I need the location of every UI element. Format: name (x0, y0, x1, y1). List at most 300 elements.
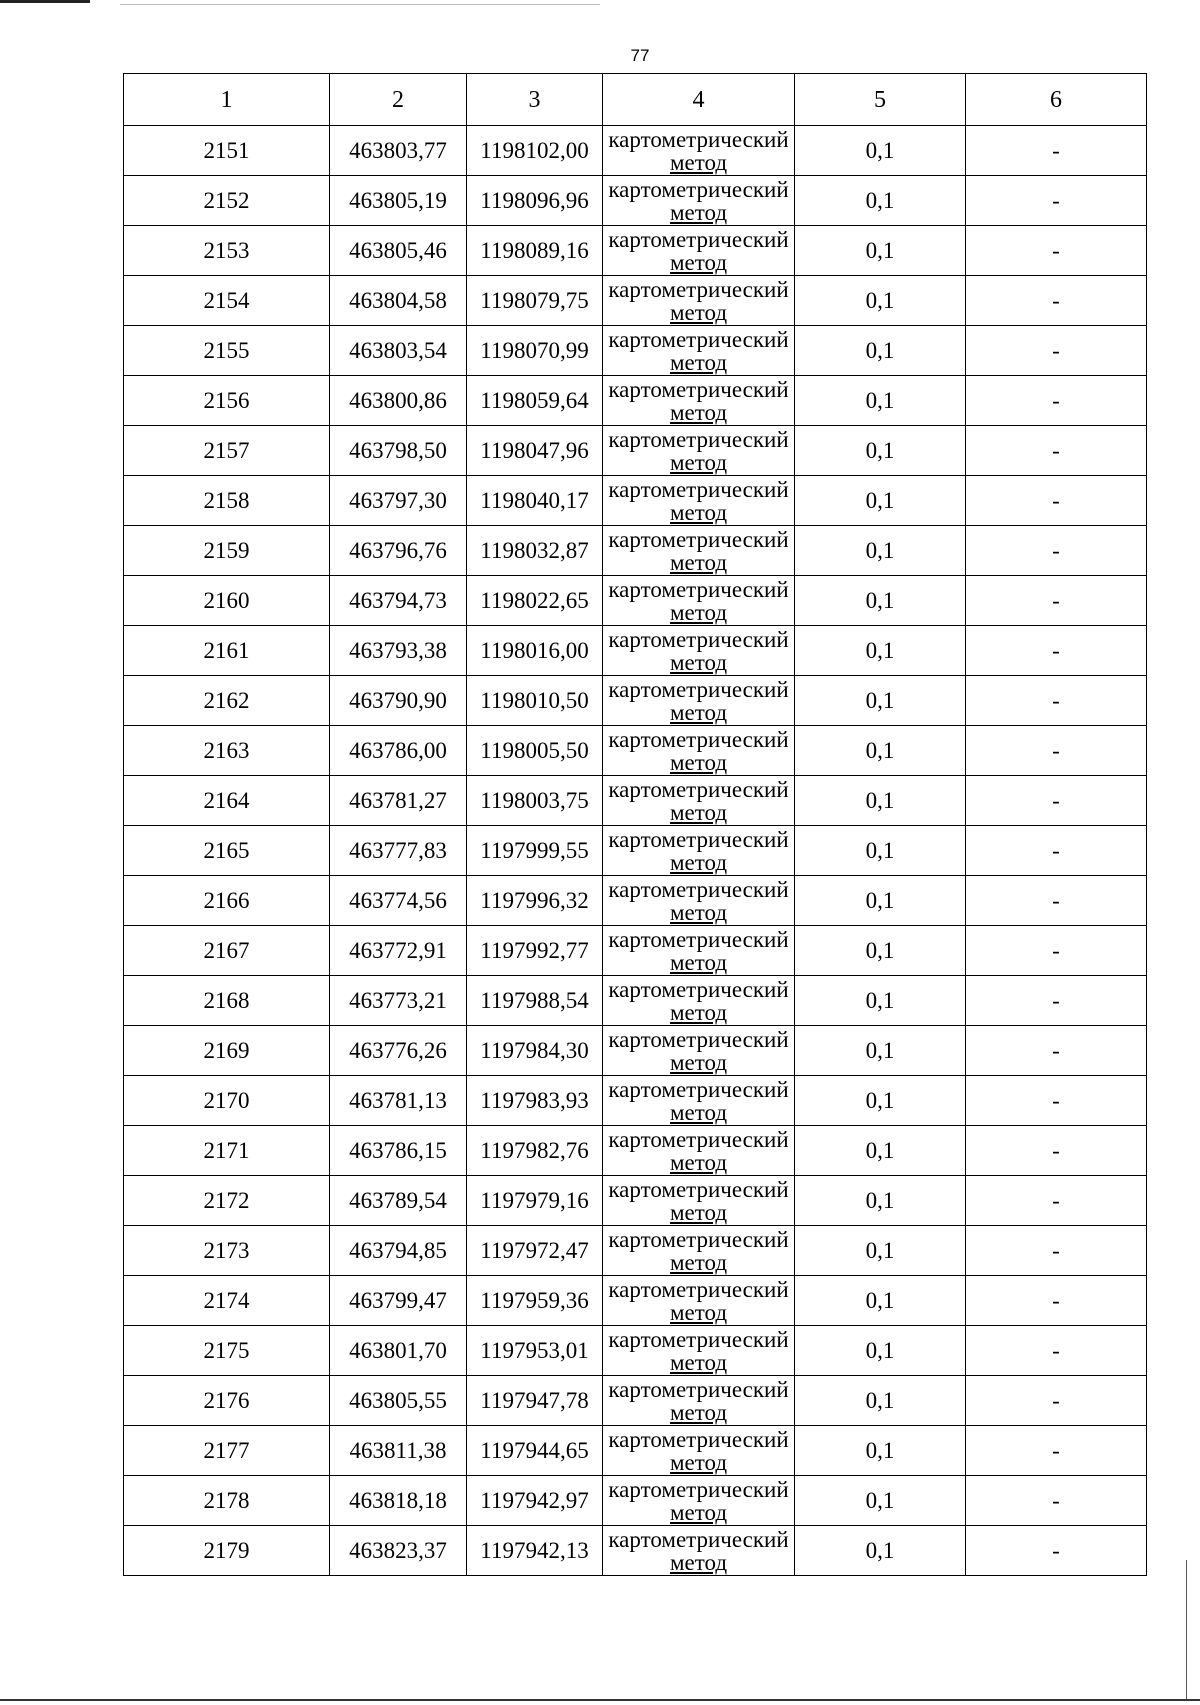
method-cell (603, 1126, 795, 1176)
table-row (124, 876, 1147, 926)
x-coordinate-cell: 463800,86 (330, 376, 467, 426)
method-line-2 (603, 151, 794, 174)
note-cell: - (966, 1376, 1147, 1426)
table-row (124, 476, 1147, 526)
method-line-1: картометрический (608, 1526, 789, 1552)
table-header (124, 74, 1147, 126)
note-cell: - (966, 426, 1147, 476)
method-line-1: картометрический (608, 526, 789, 552)
method-line-1: картометрический (608, 1126, 789, 1152)
method-line-2 (603, 301, 794, 324)
accuracy-cell: 0,1 (795, 1426, 966, 1476)
point-number-cell: 2175 (124, 1326, 330, 1376)
y-coordinate-cell: 1198059,64 (467, 376, 603, 426)
point-number-cell: 2179 (124, 1526, 330, 1576)
y-coordinate-cell: 1197982,76 (467, 1126, 603, 1176)
table-row (124, 1176, 1147, 1226)
method-cell (603, 176, 795, 226)
accuracy-cell: 0,1 (795, 176, 966, 226)
x-coordinate-cell: 463799,47 (330, 1276, 467, 1326)
table-row (124, 1276, 1147, 1326)
method-line-2-text: метод (669, 899, 728, 925)
accuracy-cell: 0,1 (795, 1226, 966, 1276)
method-cell (603, 676, 795, 726)
method-line-1: картометрический (608, 176, 789, 202)
header-row (124, 74, 1147, 126)
scan-edge-line (120, 4, 600, 5)
method-cell (603, 1276, 795, 1326)
method-line-2 (603, 901, 794, 924)
note-cell: - (966, 876, 1147, 926)
point-number-cell: 2176 (124, 1376, 330, 1426)
point-number-cell: 2161 (124, 626, 330, 676)
method-cell (603, 426, 795, 476)
y-coordinate-cell: 1197988,54 (467, 976, 603, 1026)
method-line-2-text: метод (669, 149, 728, 175)
accuracy-cell: 0,1 (795, 726, 966, 776)
method-line-1: картометрический (608, 1076, 789, 1102)
method-line-2-text: метод (669, 1499, 728, 1525)
header-col-5: 5 (795, 74, 966, 126)
note-cell: - (966, 1276, 1147, 1326)
method-cell (603, 1426, 795, 1476)
method-line-2-text: метод (669, 999, 728, 1025)
table-row (124, 1376, 1147, 1426)
accuracy-cell: 0,1 (795, 776, 966, 826)
method-line-2 (603, 1001, 794, 1024)
y-coordinate-cell: 1197959,36 (467, 1276, 603, 1326)
note-cell: - (966, 1176, 1147, 1226)
method-line-2-text: метод (669, 1299, 728, 1325)
note-cell: - (966, 326, 1147, 376)
y-coordinate-cell: 1197942,13 (467, 1526, 603, 1576)
y-coordinate-cell: 1198089,16 (467, 226, 603, 276)
method-line-1: картометрический (608, 326, 789, 352)
note-cell: - (966, 1026, 1147, 1076)
table-row (124, 1326, 1147, 1376)
method-line-1: картометрический (608, 976, 789, 1002)
method-cell (603, 276, 795, 326)
method-line-1: картометрический (608, 1476, 789, 1502)
note-cell: - (966, 576, 1147, 626)
method-line-2 (603, 401, 794, 424)
method-line-2 (603, 1351, 794, 1374)
y-coordinate-cell: 1198032,87 (467, 526, 603, 576)
method-line-2 (603, 1101, 794, 1124)
x-coordinate-cell: 463798,50 (330, 426, 467, 476)
y-coordinate-cell: 1197999,55 (467, 826, 603, 876)
accuracy-cell: 0,1 (795, 626, 966, 676)
y-coordinate-cell: 1197983,93 (467, 1076, 603, 1126)
note-cell: - (966, 276, 1147, 326)
note-cell: - (966, 1426, 1147, 1476)
y-coordinate-cell: 1198047,96 (467, 426, 603, 476)
method-line-2-text: метод (669, 349, 728, 375)
point-number-cell: 2172 (124, 1176, 330, 1226)
y-coordinate-cell: 1198070,99 (467, 326, 603, 376)
method-line-2 (603, 751, 794, 774)
accuracy-cell: 0,1 (795, 426, 966, 476)
table-row (124, 526, 1147, 576)
method-line-2 (603, 1051, 794, 1074)
table-row (124, 976, 1147, 1026)
accuracy-cell: 0,1 (795, 576, 966, 626)
point-number-cell: 2155 (124, 326, 330, 376)
method-line-2-text: метод (669, 1549, 728, 1575)
accuracy-cell: 0,1 (795, 226, 966, 276)
table-row (124, 576, 1147, 626)
point-number-cell: 2174 (124, 1276, 330, 1326)
note-cell: - (966, 1126, 1147, 1176)
method-line-1: картометрический (608, 376, 789, 402)
accuracy-cell: 0,1 (795, 1376, 966, 1426)
point-number-cell: 2165 (124, 826, 330, 876)
method-cell (603, 1176, 795, 1226)
method-cell (603, 1476, 795, 1526)
method-line-2 (603, 951, 794, 974)
scan-right-edge (1186, 1560, 1187, 1699)
note-cell: - (966, 376, 1147, 426)
y-coordinate-cell: 1198102,00 (467, 126, 603, 176)
method-cell (603, 1376, 795, 1426)
method-line-2-text: метод (669, 699, 728, 725)
table-row (124, 376, 1147, 426)
method-line-1: картометрический (608, 1276, 789, 1302)
accuracy-cell: 0,1 (795, 276, 966, 326)
note-cell: - (966, 1076, 1147, 1126)
y-coordinate-cell: 1197947,78 (467, 1376, 603, 1426)
note-cell: - (966, 176, 1147, 226)
method-line-1: картометрический (608, 676, 789, 702)
method-cell (603, 876, 795, 926)
method-line-2-text: метод (669, 549, 728, 575)
method-line-1: картометрический (608, 726, 789, 752)
x-coordinate-cell: 463774,56 (330, 876, 467, 926)
accuracy-cell: 0,1 (795, 1076, 966, 1126)
method-line-2 (603, 851, 794, 874)
method-cell (603, 976, 795, 1026)
note-cell: - (966, 826, 1147, 876)
point-number-cell: 2158 (124, 476, 330, 526)
y-coordinate-cell: 1197984,30 (467, 1026, 603, 1076)
method-line-2 (603, 601, 794, 624)
note-cell: - (966, 776, 1147, 826)
table-row (124, 1076, 1147, 1126)
table-row (124, 1476, 1147, 1526)
point-number-cell: 2162 (124, 676, 330, 726)
x-coordinate-cell: 463773,21 (330, 976, 467, 1026)
point-number-cell: 2178 (124, 1476, 330, 1526)
note-cell: - (966, 226, 1147, 276)
note-cell: - (966, 976, 1147, 1026)
table-row (124, 126, 1147, 176)
y-coordinate-cell: 1197944,65 (467, 1426, 603, 1476)
note-cell: - (966, 476, 1147, 526)
point-number-cell: 2170 (124, 1076, 330, 1126)
point-number-cell: 2171 (124, 1126, 330, 1176)
y-coordinate-cell: 1197979,16 (467, 1176, 603, 1226)
x-coordinate-cell: 463801,70 (330, 1326, 467, 1376)
x-coordinate-cell: 463823,37 (330, 1526, 467, 1576)
x-coordinate-cell: 463781,27 (330, 776, 467, 826)
accuracy-cell: 0,1 (795, 976, 966, 1026)
y-coordinate-cell: 1198003,75 (467, 776, 603, 826)
point-number-cell: 2159 (124, 526, 330, 576)
x-coordinate-cell: 463805,55 (330, 1376, 467, 1426)
x-coordinate-cell: 463789,54 (330, 1176, 467, 1226)
method-line-2 (603, 1551, 794, 1574)
method-cell (603, 376, 795, 426)
header-col-6: 6 (966, 74, 1147, 126)
method-line-2-text: метод (669, 1349, 728, 1375)
method-line-1: картометрический (608, 1426, 789, 1452)
note-cell: - (966, 126, 1147, 176)
method-line-2-text: метод (669, 1149, 728, 1175)
method-line-2 (603, 251, 794, 274)
method-line-1: картометрический (608, 626, 789, 652)
method-cell (603, 1076, 795, 1126)
method-line-2-text: метод (669, 1099, 728, 1125)
note-cell: - (966, 926, 1147, 976)
method-line-2-text: метод (669, 299, 728, 325)
x-coordinate-cell: 463793,38 (330, 626, 467, 676)
point-number-cell: 2153 (124, 226, 330, 276)
table-row (124, 1526, 1147, 1576)
method-line-2 (603, 1501, 794, 1524)
method-line-1: картометрический (608, 1176, 789, 1202)
header-col-1: 1 (124, 74, 330, 126)
method-line-2-text: метод (669, 799, 728, 825)
y-coordinate-cell: 1197953,01 (467, 1326, 603, 1376)
method-line-2-text: метод (669, 1399, 728, 1425)
table-row (124, 1126, 1147, 1176)
method-line-2-text: метод (669, 949, 728, 975)
accuracy-cell: 0,1 (795, 826, 966, 876)
header-col-3: 3 (467, 74, 603, 126)
table-row (124, 776, 1147, 826)
table-body (124, 126, 1147, 1576)
method-line-1: картометрический (608, 876, 789, 902)
table-row (124, 926, 1147, 976)
point-number-cell: 2164 (124, 776, 330, 826)
accuracy-cell: 0,1 (795, 676, 966, 726)
point-number-cell: 2177 (124, 1426, 330, 1476)
method-line-1: картометрический (608, 1376, 789, 1402)
accuracy-cell: 0,1 (795, 1126, 966, 1176)
point-number-cell: 2156 (124, 376, 330, 426)
x-coordinate-cell: 463811,38 (330, 1426, 467, 1476)
method-line-1: картометрический (608, 126, 789, 152)
method-cell (603, 726, 795, 776)
table-row (124, 1426, 1147, 1476)
note-cell: - (966, 676, 1147, 726)
method-line-2 (603, 1151, 794, 1174)
y-coordinate-cell: 1197996,32 (467, 876, 603, 926)
note-cell: - (966, 626, 1147, 676)
point-number-cell: 2152 (124, 176, 330, 226)
method-line-2-text: метод (669, 1049, 728, 1075)
y-coordinate-cell: 1197972,47 (467, 1226, 603, 1276)
accuracy-cell: 0,1 (795, 1526, 966, 1576)
header-col-4: 4 (603, 74, 795, 126)
point-number-cell: 2167 (124, 926, 330, 976)
point-number-cell: 2169 (124, 1026, 330, 1076)
method-line-1: картометрический (608, 276, 789, 302)
method-line-1: картометрический (608, 476, 789, 502)
method-cell (603, 926, 795, 976)
table-row (124, 626, 1147, 676)
method-cell (603, 476, 795, 526)
method-cell (603, 1026, 795, 1076)
y-coordinate-cell: 1198040,17 (467, 476, 603, 526)
method-line-2 (603, 1451, 794, 1474)
x-coordinate-cell: 463803,54 (330, 326, 467, 376)
method-line-2 (603, 501, 794, 524)
y-coordinate-cell: 1198005,50 (467, 726, 603, 776)
x-coordinate-cell: 463803,77 (330, 126, 467, 176)
accuracy-cell: 0,1 (795, 1326, 966, 1376)
table-row (124, 826, 1147, 876)
y-coordinate-cell: 1198079,75 (467, 276, 603, 326)
method-line-2 (603, 1251, 794, 1274)
method-line-2-text: метод (669, 1449, 728, 1475)
table-row (124, 326, 1147, 376)
table-row (124, 676, 1147, 726)
method-line-1: картометрический (608, 926, 789, 952)
table-row (124, 426, 1147, 476)
note-cell: - (966, 526, 1147, 576)
table-row (124, 1226, 1147, 1276)
method-line-2 (603, 1201, 794, 1224)
table-row (124, 176, 1147, 226)
point-number-cell: 2166 (124, 876, 330, 926)
x-coordinate-cell: 463776,26 (330, 1026, 467, 1076)
accuracy-cell: 0,1 (795, 476, 966, 526)
method-cell (603, 1526, 795, 1576)
y-coordinate-cell: 1197942,97 (467, 1476, 603, 1526)
point-number-cell: 2168 (124, 976, 330, 1026)
method-line-2-text: метод (669, 1199, 728, 1225)
method-cell (603, 226, 795, 276)
x-coordinate-cell: 463790,90 (330, 676, 467, 726)
scan-bottom-edge (0, 1699, 1200, 1701)
method-line-2 (603, 351, 794, 374)
table-row (124, 276, 1147, 326)
method-line-2-text: метод (669, 499, 728, 525)
point-number-cell: 2157 (124, 426, 330, 476)
x-coordinate-cell: 463796,76 (330, 526, 467, 576)
point-number-cell: 2151 (124, 126, 330, 176)
x-coordinate-cell: 463818,18 (330, 1476, 467, 1526)
accuracy-cell: 0,1 (795, 1026, 966, 1076)
method-line-2-text: метод (669, 1249, 728, 1275)
note-cell: - (966, 1476, 1147, 1526)
note-cell: - (966, 726, 1147, 776)
y-coordinate-cell: 1198022,65 (467, 576, 603, 626)
accuracy-cell: 0,1 (795, 526, 966, 576)
x-coordinate-cell: 463805,46 (330, 226, 467, 276)
point-number-cell: 2163 (124, 726, 330, 776)
method-line-2-text: метод (669, 849, 728, 875)
table-row (124, 726, 1147, 776)
table-row (124, 226, 1147, 276)
coordinates-table (123, 73, 1147, 1576)
method-line-2-text: метод (669, 399, 728, 425)
method-line-2 (603, 651, 794, 674)
method-line-2 (603, 1301, 794, 1324)
method-line-1: картометрический (608, 1326, 789, 1352)
point-number-cell: 2160 (124, 576, 330, 626)
method-cell (603, 826, 795, 876)
method-line-2-text: метод (669, 249, 728, 275)
x-coordinate-cell: 463794,73 (330, 576, 467, 626)
x-coordinate-cell: 463777,83 (330, 826, 467, 876)
accuracy-cell: 0,1 (795, 1476, 966, 1526)
method-cell (603, 1326, 795, 1376)
x-coordinate-cell: 463786,00 (330, 726, 467, 776)
method-line-2 (603, 551, 794, 574)
method-line-1: картометрический (608, 426, 789, 452)
y-coordinate-cell: 1197992,77 (467, 926, 603, 976)
y-coordinate-cell: 1198096,96 (467, 176, 603, 226)
note-cell: - (966, 1526, 1147, 1576)
accuracy-cell: 0,1 (795, 376, 966, 426)
x-coordinate-cell: 463805,19 (330, 176, 467, 226)
scan-edge-mark (0, 0, 90, 3)
method-line-1: картометрический (608, 1226, 789, 1252)
x-coordinate-cell: 463794,85 (330, 1226, 467, 1276)
x-coordinate-cell: 463772,91 (330, 926, 467, 976)
table-row (124, 1026, 1147, 1076)
accuracy-cell: 0,1 (795, 876, 966, 926)
header-col-2: 2 (330, 74, 467, 126)
method-line-2 (603, 701, 794, 724)
x-coordinate-cell: 463797,30 (330, 476, 467, 526)
page-number: 77 (630, 46, 650, 65)
accuracy-cell: 0,1 (795, 1176, 966, 1226)
method-cell (603, 126, 795, 176)
method-line-1: картометрический (608, 576, 789, 602)
method-cell (603, 576, 795, 626)
method-cell (603, 776, 795, 826)
method-line-2-text: метод (669, 749, 728, 775)
accuracy-cell: 0,1 (795, 326, 966, 376)
y-coordinate-cell: 1198010,50 (467, 676, 603, 726)
method-line-2 (603, 201, 794, 224)
method-line-1: картометрический (608, 776, 789, 802)
method-line-2-text: метод (669, 649, 728, 675)
y-coordinate-cell: 1198016,00 (467, 626, 603, 676)
point-number-cell: 2154 (124, 276, 330, 326)
method-line-1: картометрический (608, 226, 789, 252)
method-line-2 (603, 801, 794, 824)
accuracy-cell: 0,1 (795, 126, 966, 176)
method-line-2-text: метод (669, 199, 728, 225)
x-coordinate-cell: 463804,58 (330, 276, 467, 326)
method-cell (603, 526, 795, 576)
method-line-2-text: метод (669, 449, 728, 475)
method-cell (603, 1226, 795, 1276)
method-line-2 (603, 1401, 794, 1424)
point-number-cell: 2173 (124, 1226, 330, 1276)
method-line-1: картометрический (608, 1026, 789, 1052)
x-coordinate-cell: 463786,15 (330, 1126, 467, 1176)
accuracy-cell: 0,1 (795, 1276, 966, 1326)
note-cell: - (966, 1226, 1147, 1276)
method-line-1: картометрический (608, 826, 789, 852)
method-line-2-text: метод (669, 599, 728, 625)
note-cell: - (966, 1326, 1147, 1376)
